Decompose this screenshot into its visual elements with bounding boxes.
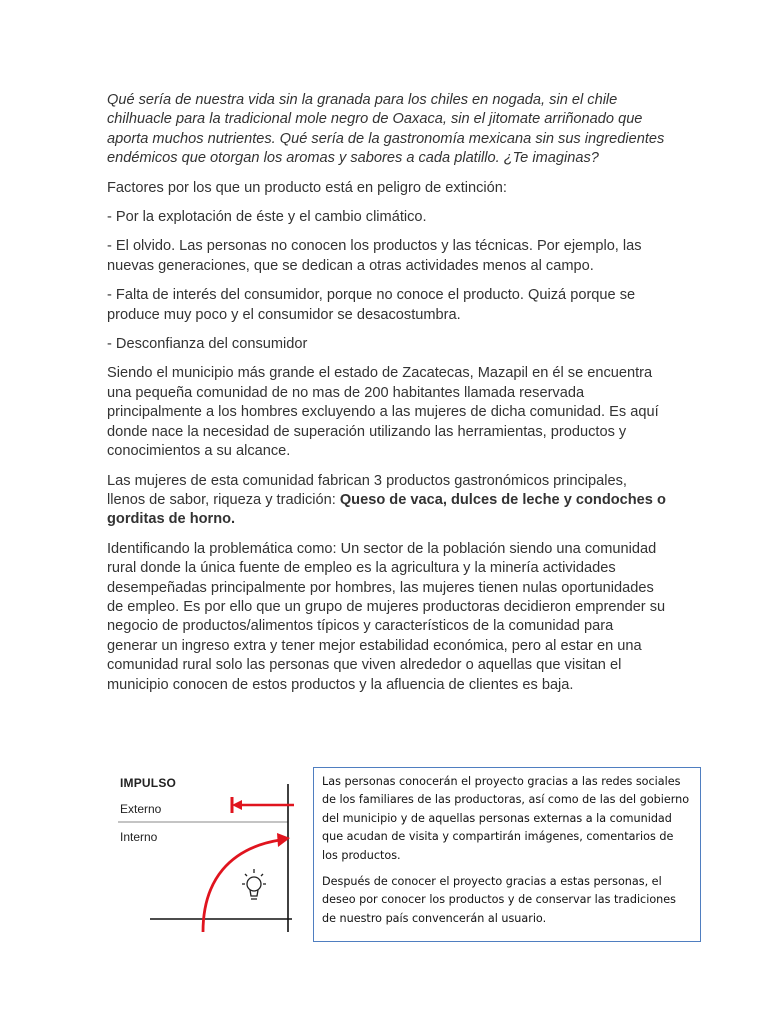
info-box-paragraph-1: Las personas conocerán el proyecto gracias a las redes sociales de los familiares de las productoras, así como de las del gobierno del municipio y de aquellas personas externas a la comunidad que acudan de visita y compartirán imágenes, comentarios de los productos. — [322, 775, 690, 862]
intro-paragraph: Qué sería de nuestra vida sin la granada para los chiles en nogada, sin el chile chilhuacle para la tradicional mole negro de Oaxaca, sin el jitomate arriñonado que aporta muchos nutrientes. Qué sería de la gastronomía mexicana sin sus ingredientes endémicos que otorgan los aromas y sabores a cada platillo. ¿Te imaginas? — [107, 92, 665, 167]
problem-paragraph: Identificando la problemática como: Un sector de la población siendo una comunidad rural donde la única fuente de empleo es la agricultura y la minería actividades desempeñadas principalmente por hombres, las mujeres tienen nulas oportunidades de empleo. Es por ello que un grupo de mujeres productoras decidieron emprender su negocio de productos/alimentos típicos y característicos de la comunidad para generar un ingreso extra y tener mejor estabilidad económica, pero al estar en una comunidad rural solo las personas que viven alrededor o aquellas que visitan el municipio conocen de estos productos y la afluencia de clientes es baja. — [107, 540, 666, 693]
factor-item: - Desconfianza del consumidor — [107, 336, 308, 353]
body-text — [107, 91, 667, 705]
diagram-title: IMPULSO — [120, 776, 177, 790]
diagram-label-externo: Externo — [120, 802, 162, 816]
products-lead-text: Las mujeres de esta comunidad fabrican 3 productos gastronómicos principales, llenos de sabor, riqueza y tradición: — [107, 472, 627, 508]
factor-item: - El olvido. Las personas no conocen los productos y las técnicas. Por ejemplo, las nuevas generaciones, que se dedican a otras actividades menos al campo. — [107, 238, 642, 274]
diagram-label-interno: Interno — [120, 830, 158, 844]
impulse-diagram-graphic — [110, 770, 300, 935]
impulse-diagram — [110, 770, 300, 935]
factors-heading: Factores por los que un producto está en peligro de extinción: — [107, 179, 507, 196]
products-bold-text: Queso de vaca, dulces de leche y condoches o gorditas de horno. — [107, 491, 666, 528]
info-box-paragraph-2: Después de conocer el proyecto gracias a estas personas, el deseo por conocer los productos y de conservar las tradiciones de nuestro país convencerán al usuario. — [322, 875, 676, 925]
products-paragraph — [107, 472, 667, 530]
info-box — [313, 767, 701, 942]
lightbulb-icon — [242, 869, 266, 899]
mazapil-paragraph: Siendo el municipio más grande el estado de Zacatecas, Mazapil en él se encuentra una pequeña comunidad de no mas de 200 habitantes llamada reservada principalmente a los hombres excluyendo a las mujeres de dicha comunidad. Es aquí donde nace la necesidad de superación utilizando las herramientas, productos y conocimientos a su alcance. — [107, 365, 659, 460]
factor-item: - Falta de interés del consumidor, porque no conoce el producto. Quizá porque se produce muy poco y el consumidor se desacostumbra. — [107, 287, 636, 323]
factor-item: - Por la explotación de éste y el cambio climático. — [107, 209, 427, 226]
